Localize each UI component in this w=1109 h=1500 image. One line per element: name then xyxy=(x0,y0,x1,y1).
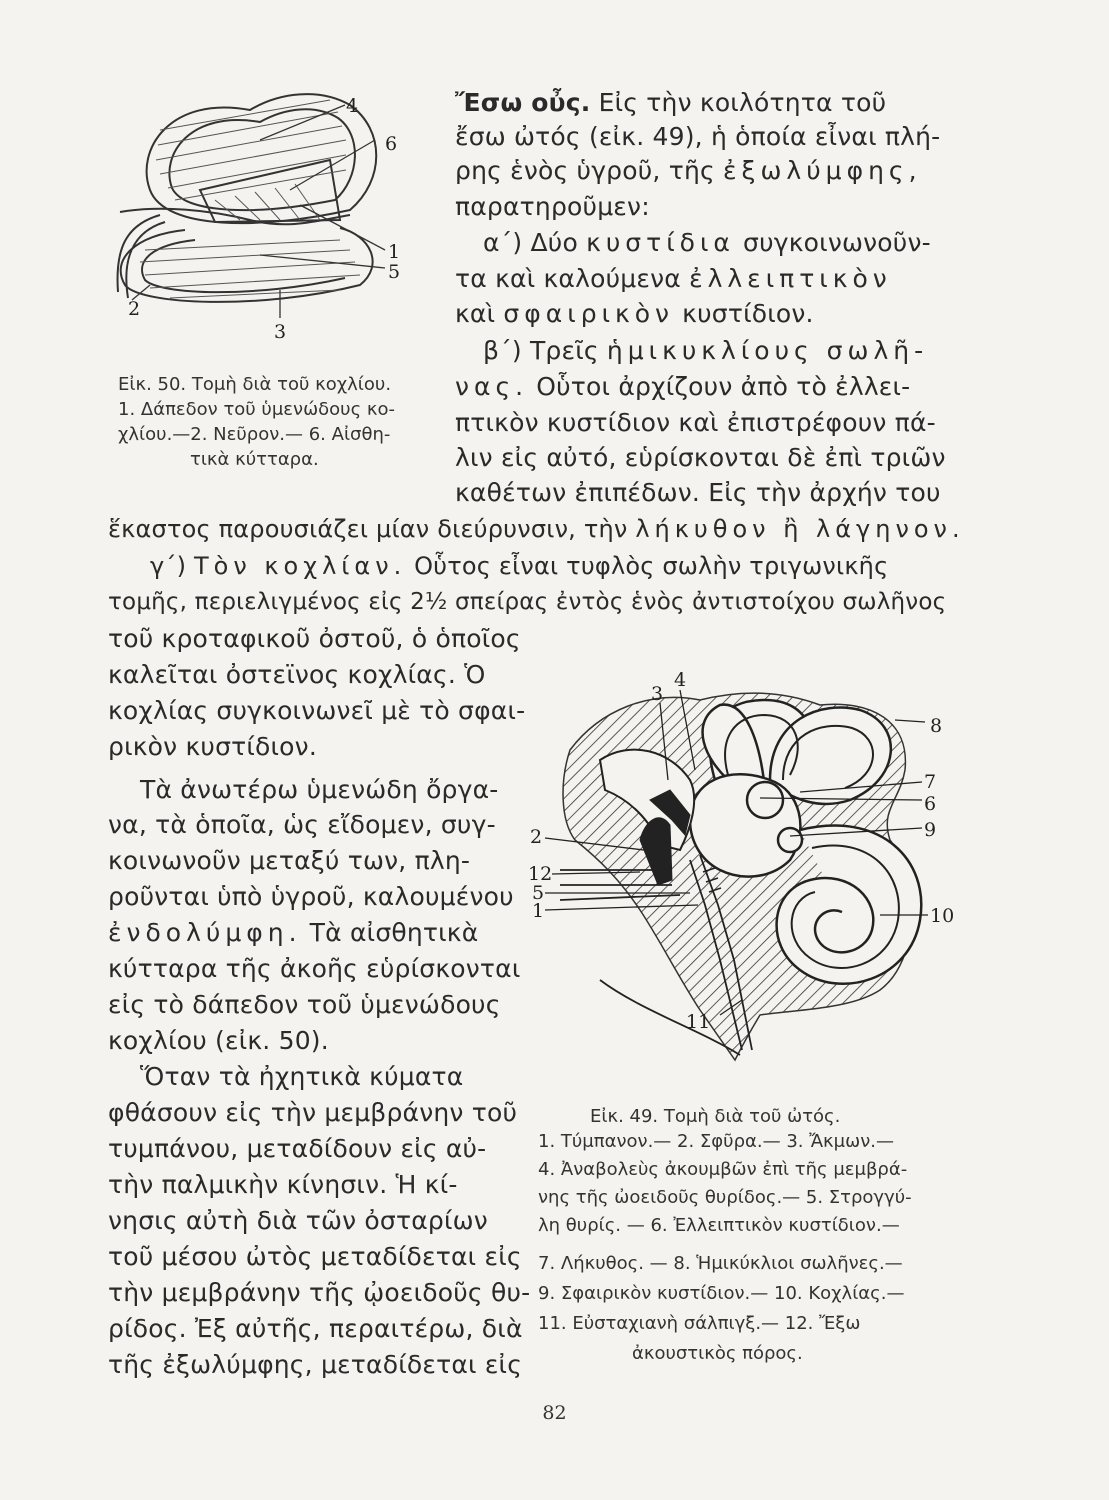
text-line: α΄) Δύο κυστίδια συγκοινωνοῦν- xyxy=(483,228,931,257)
fig49-label-8: 8 xyxy=(930,715,943,737)
fig50-label-1: 1 xyxy=(388,241,401,263)
text-line: Τὰ ἀνωτέρω ὑμενώδη ὄργα- xyxy=(140,775,499,804)
section-title: Ἔσω οὖς. xyxy=(455,88,591,117)
caption-line: 11. Εὐσταχιανὴ σάλπιγξ.— 12. Ἔξω xyxy=(538,1313,861,1334)
text-line: καθέτων ἐπιπέδων. Εἰς τὴν ἀρχήν του xyxy=(455,478,941,507)
text-line: ἐνδολύμφη. Τὰ αἰσθητικὰ xyxy=(108,918,479,947)
text-line: τοῦ κροταφικοῦ ὀστοῦ, ὁ ὁποῖος xyxy=(108,624,521,653)
fig49-label-10: 10 xyxy=(930,905,955,927)
text-line: τομῆς, περιελιγμένος εἰς 2½ σπείρας ἐντὸς ἑνὸς ἀντιστοίχου σωλῆνος xyxy=(108,589,947,615)
text-line: γ΄) Τὸν κοχλίαν. Οὗτος εἶναι τυφλὸς σωλὴν τριγωνικῆς xyxy=(150,552,889,580)
text-line: νησις αὐτὴ διὰ τῶν ὀσταρίων xyxy=(108,1206,488,1235)
text-line: τῆς ἐξωλύμφης, μεταδίδεται εἰς xyxy=(108,1350,523,1379)
text-line: ρίδος. Ἐξ αὐτῆς, περαιτέρω, διὰ xyxy=(108,1314,523,1343)
fig49-label-2: 2 xyxy=(530,826,543,848)
fig49-label-1: 1 xyxy=(532,900,545,922)
text-line: ρης ἑνὸς ὑγροῦ, τῆς ἐξωλύμφης, xyxy=(455,156,922,185)
text-line: τοῦ μέσου ὠτὸς μεταδίδεται εἰς xyxy=(108,1242,522,1271)
text-line: Ὅταν τὰ ἠχητικὰ κύματα xyxy=(140,1062,464,1091)
text-line: καὶ σφαιρικὸν κυστίδιον. xyxy=(455,299,814,328)
text-line: λιν εἰς αὐτό, εὑρίσκονται δὲ ἐπὶ τριῶν xyxy=(455,443,946,472)
caption-line: τικὰ κύτταρα. xyxy=(190,449,319,470)
text-line: ρικὸν κυστίδιον. xyxy=(108,732,317,761)
text-line: Ἔσω οὖς. Εἰς τὴν κοιλότητα τοῦ xyxy=(455,88,887,117)
fig50-label-2: 2 xyxy=(128,298,141,320)
caption-line: 4. Ἀναβολεὺς ἀκουμβῶν ἐπὶ τῆς μεμβρά- xyxy=(538,1159,908,1180)
text-line: τα καὶ καλούμενα ἐλλειπτικὸν xyxy=(455,264,892,293)
text-line: κοχλίου (εἰκ. 50). xyxy=(108,1026,329,1055)
fig49-label-7: 7 xyxy=(924,771,937,793)
text-line: εἰς τὸ δάπεδον τοῦ ὑμενώδους xyxy=(108,990,501,1019)
fig49-label-11: 11 xyxy=(686,1011,711,1033)
text-line: φθάσουν εἰς τὴν μεμβράνην τοῦ xyxy=(108,1098,518,1127)
text-line: τὴν μεμβράνην τῆς ᾠοειδοῦς θυ- xyxy=(108,1278,531,1307)
text-line: τυμπάνου, μεταδίδουν εἰς αὐ- xyxy=(108,1134,487,1163)
text-line: τὴν παλμικὴν κίνησιν. Ἡ κί- xyxy=(108,1170,458,1199)
fig49-label-3: 3 xyxy=(651,683,664,705)
fig50-label-5: 5 xyxy=(388,261,401,283)
caption-line: χλίου.—2. Νεῦρον.— 6. Αἰσθη- xyxy=(118,424,391,445)
text-line: πτικὸν κυστίδιον καὶ ἐπιστρέφουν πά- xyxy=(455,408,936,437)
text-line: παρατηροῦμεν: xyxy=(455,192,650,221)
caption-line: 1. Δάπεδον τοῦ ὑμενώδους κο- xyxy=(118,399,395,420)
fig49-label-4: 4 xyxy=(674,669,687,691)
caption-line: 1. Τύμπανον.— 2. Σφῦρα.— 3. Ἄκμων.— xyxy=(538,1131,894,1152)
fig49-label-12: 12 xyxy=(528,863,553,885)
caption-line: νης τῆς ὠοειδοῦς θυρίδος.— 5. Στρογγύ- xyxy=(538,1187,912,1208)
caption-line: λη θυρίς. — 6. Ἐλλειπτικὸν κυστίδιον.— xyxy=(538,1215,900,1236)
fig49-label-9: 9 xyxy=(924,819,937,841)
fig49-label-6: 6 xyxy=(924,793,937,815)
text-line: να, τὰ ὁποῖα, ὡς εἴδομεν, συγ- xyxy=(108,810,496,839)
text-line: καλεῖται ὀστεϊνος κοχλίας. Ὁ xyxy=(108,660,486,689)
text-line: β΄) Τρεῖς ἡμικυκλίους σωλῆ- xyxy=(483,336,929,365)
caption-line: ἀκουστικὸς πόρος. xyxy=(632,1343,803,1364)
fig50-label-3: 3 xyxy=(274,321,287,343)
text-line: κύτταρα τῆς ἀκοῆς εὑρίσκονται xyxy=(108,954,521,983)
text-line: νας. Οὗτοι ἀρχίζουν ἀπὸ τὸ ἐλλει- xyxy=(455,372,911,401)
caption-line: Εἰκ. 49. Τομὴ διὰ τοῦ ὠτός. xyxy=(590,1106,841,1127)
caption-line: Εἰκ. 50. Τομὴ διὰ τοῦ κοχλίου. xyxy=(118,374,392,395)
text-line: κοινωνοῦν μεταξύ των, πλη- xyxy=(108,846,471,875)
text-line: ροῦνται ὑπὸ ὑγροῦ, καλουμένου xyxy=(108,882,514,911)
caption-line: 7. Λήκυθος. — 8. Ἡμικύκλιοι σωλῆνες.— xyxy=(538,1253,903,1274)
fig49-label-5: 5 xyxy=(532,882,545,904)
fig50-label-4: 4 xyxy=(346,95,359,117)
fig50-label-6: 6 xyxy=(385,133,398,155)
page-number: 82 xyxy=(542,1402,567,1424)
caption-line: 9. Σφαιρικὸν κυστίδιον.— 10. Κοχλίας.— xyxy=(538,1283,905,1304)
text-line: κοχλίας συγκοινωνεῖ μὲ τὸ σφαι- xyxy=(108,696,526,725)
text-line: ἕκαστος παρουσιάζει μίαν διεύρυνσιν, τὴν λήκυθον ἢ λάγηνον. xyxy=(108,515,965,543)
text-line: ἔσω ὠτός (εἰκ. 49), ἡ ὁποία εἶναι πλή- xyxy=(455,122,941,151)
